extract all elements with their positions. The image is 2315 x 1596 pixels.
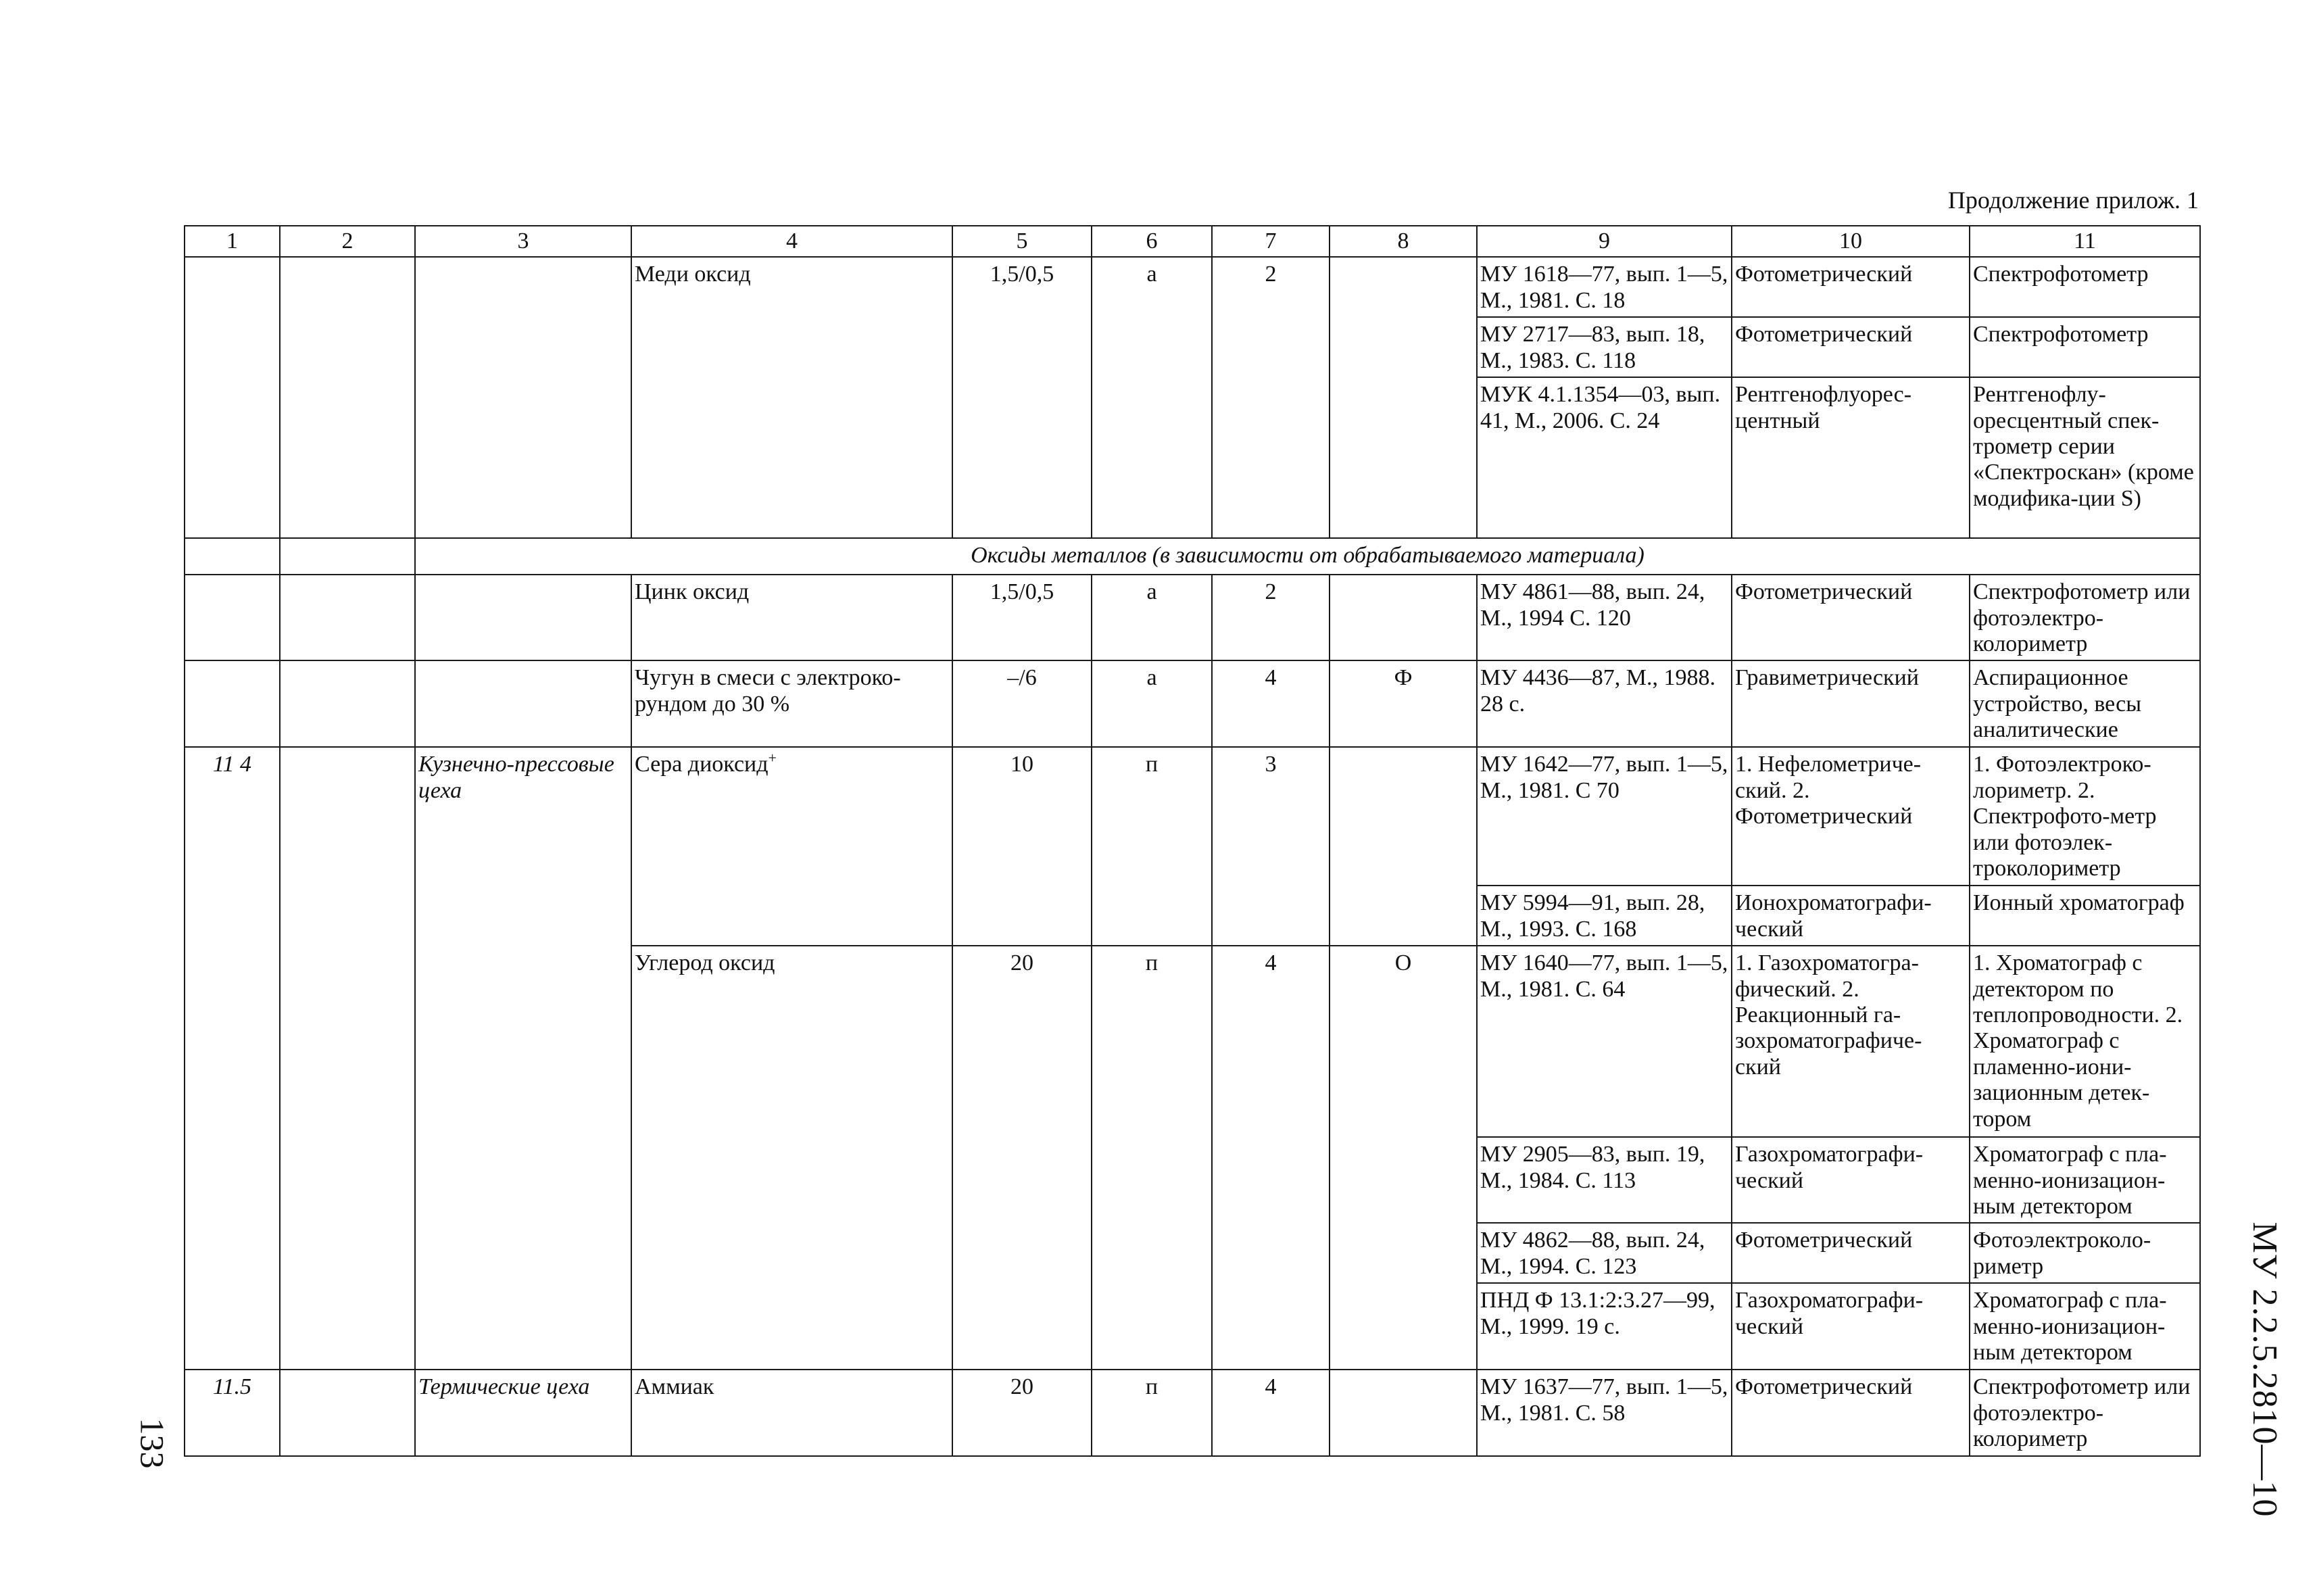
- feature-cell: [1330, 575, 1477, 660]
- table-cell: [185, 660, 280, 747]
- instrument-cell: Ионный хроматограф: [1970, 886, 2200, 946]
- method-document-cell: МУ 4862—88, вып. 24, М., 1994. С. 123: [1477, 1223, 1732, 1283]
- method-document-cell: МУК 4.1.1354—03, вып. 41, М., 2006. С. 24: [1477, 377, 1732, 538]
- concentration-cell: 20: [952, 946, 1092, 1370]
- table-cell: [415, 660, 631, 747]
- concentration-cell: 1,5/0,5: [952, 575, 1092, 660]
- method-type-cell: Гравиметрический: [1732, 660, 1970, 747]
- instrument-cell: Спектрофотометр или фотоэлектро-колориметр: [1970, 1370, 2200, 1455]
- method-document-cell: МУ 2905—83, вып. 19, М., 1984. С. 113: [1477, 1137, 1732, 1223]
- substance-name: Сера диоксид: [635, 752, 769, 777]
- instrument-cell: 1. Хроматограф с детектором по теплопроводности. 2. Хроматограф с пламенно-иони-зационным детек-тором: [1970, 946, 2200, 1137]
- table-row: [185, 257, 2200, 317]
- substance-cell: Меди оксид: [631, 257, 952, 538]
- method-document-cell: МУ 1642—77, вып. 1—5, М., 1981. С 70: [1477, 747, 1732, 886]
- table-row: [185, 747, 2200, 886]
- column-number: 1: [185, 226, 280, 257]
- column-number-row: [185, 226, 2200, 257]
- table-cell: [280, 747, 415, 1370]
- method-document-cell: МУ 5994—91, вып. 28, М., 1993. С. 168: [1477, 886, 1732, 946]
- column-number: 2: [280, 226, 415, 257]
- instrument-cell: Спектрофотометр: [1970, 317, 2200, 377]
- column-number: 9: [1477, 226, 1732, 257]
- column-number: 8: [1330, 226, 1477, 257]
- section-number-cell: 11 4: [185, 747, 280, 1370]
- table-cell: [280, 660, 415, 747]
- table-cell: [185, 538, 280, 575]
- instrument-cell: Аспирационное устройство, весы аналитические: [1970, 660, 2200, 747]
- hazard-class-cell: 4: [1212, 660, 1330, 747]
- aggregate-state-cell: п: [1092, 747, 1212, 946]
- method-type-cell: Фотометрический: [1732, 1223, 1970, 1283]
- method-document-cell: ПНД Ф 13.1:2:3.27—99, М., 1999. 19 с.: [1477, 1283, 1732, 1370]
- table-cell: [185, 575, 280, 660]
- method-document-cell: МУ 2717—83, вып. 18, М., 1983. С. 118: [1477, 317, 1732, 377]
- footnote-mark: +: [768, 750, 777, 767]
- instrument-cell: Хроматограф с пла-менно-ионизацион-ным детектором: [1970, 1137, 2200, 1223]
- table-row: [185, 1370, 2200, 1455]
- aggregate-state-cell: п: [1092, 946, 1212, 1370]
- feature-cell: [1330, 257, 1477, 538]
- instrument-cell: Спектрофотометр: [1970, 257, 2200, 317]
- instrument-cell: Спектрофотометр или фотоэлектро-колориметр: [1970, 575, 2200, 660]
- method-type-cell: Фотометрический: [1732, 575, 1970, 660]
- aggregate-state-cell: а: [1092, 575, 1212, 660]
- method-type-cell: Фотометрический: [1732, 317, 1970, 377]
- document-code: МУ 2.2.5.2810—10: [2245, 1222, 2284, 1518]
- feature-cell: Ф: [1330, 660, 1477, 747]
- table-cell: [280, 1370, 415, 1455]
- substance-cell: [631, 747, 952, 946]
- column-number: 4: [631, 226, 952, 257]
- method-document-cell: МУ 4436—87, М., 1988. 28 с.: [1477, 660, 1732, 747]
- instrument-cell: 1. Фотоэлектроко-лориметр. 2. Спектрофото-метр или фотоэлек-троколориметр: [1970, 747, 2200, 886]
- substance-cell: Чугун в смеси с электроко-рундом до 30 %: [631, 660, 952, 747]
- instrument-cell: Рентгенофлу-оресцентный спек-трометр серии «Спектроскан» (кроме модифика-ции S): [1970, 377, 2200, 538]
- column-number: 10: [1732, 226, 1970, 257]
- column-number: 3: [415, 226, 631, 257]
- aggregate-state-cell: а: [1092, 660, 1212, 747]
- substance-cell: Цинк оксид: [631, 575, 952, 660]
- requirements-table: [184, 225, 2201, 1457]
- method-document-cell: МУ 1640—77, вып. 1—5, М., 1981. С. 64: [1477, 946, 1732, 1137]
- hazard-class-cell: 4: [1212, 1370, 1330, 1455]
- method-type-cell: Рентгенофлуорес-центный: [1732, 377, 1970, 538]
- section-number-cell: 11.5: [185, 1370, 280, 1455]
- feature-cell: [1330, 747, 1477, 946]
- table-row: [185, 660, 2200, 747]
- workshop-cell: Кузнечно-прессовые цеха: [415, 747, 631, 1370]
- method-document-cell: МУ 1637—77, вып. 1—5, М., 1981. С. 58: [1477, 1370, 1732, 1455]
- method-document-cell: МУ 1618—77, вып. 1—5, М., 1981. С. 18: [1477, 257, 1732, 317]
- hazard-class-cell: 2: [1212, 257, 1330, 538]
- column-number: 7: [1212, 226, 1330, 257]
- workshop-cell: Термические цеха: [415, 1370, 631, 1455]
- method-type-cell: Фотометрический: [1732, 1370, 1970, 1455]
- hazard-class-cell: 2: [1212, 575, 1330, 660]
- feature-cell: О: [1330, 946, 1477, 1370]
- group-header-row: [185, 538, 2200, 575]
- instrument-cell: Хроматограф с пла-менно-ионизацион-ным детектором: [1970, 1283, 2200, 1370]
- aggregate-state-cell: а: [1092, 257, 1212, 538]
- hazard-class-cell: 3: [1212, 747, 1330, 946]
- hazard-class-cell: 4: [1212, 946, 1330, 1370]
- table-cell: [280, 538, 415, 575]
- column-number: 6: [1092, 226, 1212, 257]
- group-title: Оксиды металлов (в зависимости от обрабатываемого материала): [415, 538, 2200, 575]
- method-type-cell: Фотометрический: [1732, 257, 1970, 317]
- table-cell: [415, 575, 631, 660]
- column-number: 5: [952, 226, 1092, 257]
- method-type-cell: Ионохроматографи-ческий: [1732, 886, 1970, 946]
- method-type-cell: 1. Нефелометриче-ский. 2. Фотометрический: [1732, 747, 1970, 886]
- continuation-label: Продолжение прилож. 1: [1947, 187, 2199, 214]
- column-number: 11: [1970, 226, 2200, 257]
- page-number: 133: [133, 1418, 172, 1469]
- method-type-cell: Газохроматографи-ческий: [1732, 1137, 1970, 1223]
- concentration-cell: –/6: [952, 660, 1092, 747]
- method-type-cell: Газохроматографи-ческий: [1732, 1283, 1970, 1370]
- table-cell: [280, 257, 415, 538]
- table-cell: [280, 575, 415, 660]
- substance-cell: Углерод оксид: [631, 946, 952, 1370]
- concentration-cell: 10: [952, 747, 1092, 946]
- feature-cell: [1330, 1370, 1477, 1455]
- substance-cell: Аммиак: [631, 1370, 952, 1455]
- concentration-cell: 20: [952, 1370, 1092, 1455]
- table-cell: [185, 257, 280, 538]
- method-document-cell: МУ 4861—88, вып. 24, М., 1994 С. 120: [1477, 575, 1732, 660]
- concentration-cell: 1,5/0,5: [952, 257, 1092, 538]
- aggregate-state-cell: п: [1092, 1370, 1212, 1455]
- table-cell: [415, 257, 631, 538]
- instrument-cell: Фотоэлектроколо-риметр: [1970, 1223, 2200, 1283]
- method-type-cell: 1. Газохроматогра-фический. 2. Реакционный га-зохроматографиче-ский: [1732, 946, 1970, 1137]
- table-row: [185, 575, 2200, 660]
